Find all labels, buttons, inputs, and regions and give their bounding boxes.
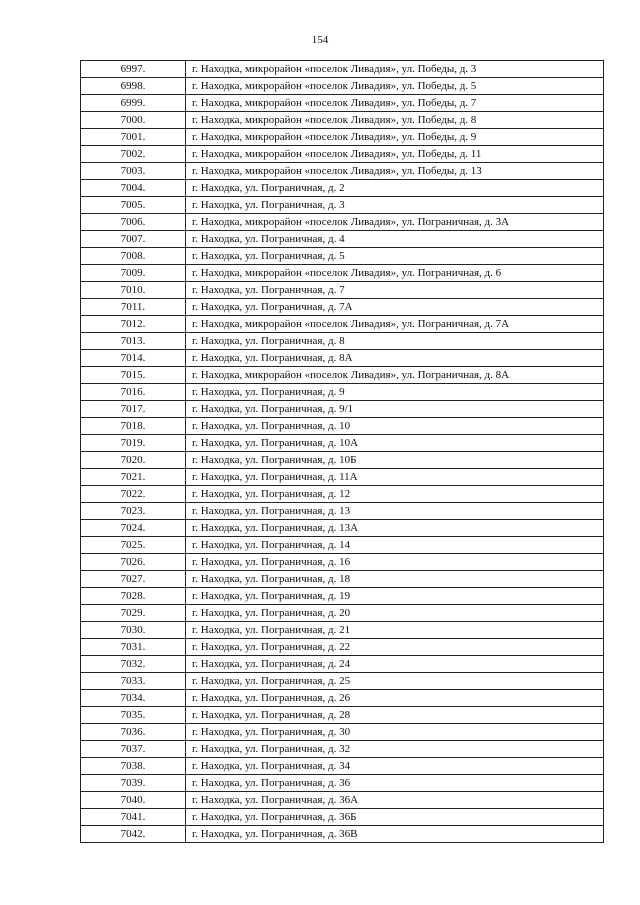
row-address: г. Находка, ул. Пограничная, д. 3 (186, 197, 604, 214)
row-address: г. Находка, ул. Пограничная, д. 18 (186, 571, 604, 588)
table-row (81, 537, 604, 554)
row-address: г. Находка, ул. Пограничная, д. 7А (186, 299, 604, 316)
row-number: 7016. (81, 384, 186, 401)
row-address: г. Находка, ул. Пограничная, д. 36В (186, 826, 604, 843)
table-row (81, 724, 604, 741)
row-number: 7038. (81, 758, 186, 775)
row-number: 7042. (81, 826, 186, 843)
table-row (81, 112, 604, 129)
table-row (81, 146, 604, 163)
row-address: г. Находка, ул. Пограничная, д. 10Б (186, 452, 604, 469)
row-number: 7010. (81, 282, 186, 299)
table-row (81, 316, 604, 333)
row-number: 7013. (81, 333, 186, 350)
row-address: г. Находка, микрорайон «поселок Ливадия», ул. Пограничная, д. 3А (186, 214, 604, 231)
row-address: г. Находка, ул. Пограничная, д. 9/1 (186, 401, 604, 418)
row-number: 7017. (81, 401, 186, 418)
table-row (81, 775, 604, 792)
table-row (81, 299, 604, 316)
table-row (81, 554, 604, 571)
row-number: 7012. (81, 316, 186, 333)
table-row (81, 792, 604, 809)
table-row (81, 826, 604, 843)
row-number: 7025. (81, 537, 186, 554)
page-number: 154 (311, 34, 329, 46)
table-row (81, 435, 604, 452)
row-address: г. Находка, ул. Пограничная, д. 30 (186, 724, 604, 741)
row-address: г. Находка, микрорайон «поселок Ливадия», ул. Победы, д. 9 (186, 129, 604, 146)
row-address: г. Находка, ул. Пограничная, д. 26 (186, 690, 604, 707)
row-number: 7036. (81, 724, 186, 741)
table-row (81, 265, 604, 282)
table-row (81, 656, 604, 673)
row-address: г. Находка, ул. Пограничная, д. 8А (186, 350, 604, 367)
row-number: 6997. (81, 61, 186, 78)
table-row (81, 367, 604, 384)
row-number: 7037. (81, 741, 186, 758)
table-row (81, 384, 604, 401)
row-number: 7000. (81, 112, 186, 129)
row-number: 7035. (81, 707, 186, 724)
row-number: 7021. (81, 469, 186, 486)
row-number: 7007. (81, 231, 186, 248)
row-number: 7039. (81, 775, 186, 792)
table-row (81, 401, 604, 418)
row-address: г. Находка, ул. Пограничная, д. 21 (186, 622, 604, 639)
table-row (81, 588, 604, 605)
row-number: 7005. (81, 197, 186, 214)
table-row (81, 469, 604, 486)
table-row (81, 333, 604, 350)
row-address: г. Находка, ул. Пограничная, д. 36 (186, 775, 604, 792)
row-address: г. Находка, ул. Пограничная, д. 19 (186, 588, 604, 605)
table-row (81, 180, 604, 197)
row-address: г. Находка, ул. Пограничная, д. 11А (186, 469, 604, 486)
row-address: г. Находка, ул. Пограничная, д. 10А (186, 435, 604, 452)
row-number: 7001. (81, 129, 186, 146)
row-number: 6999. (81, 95, 186, 112)
row-address: г. Находка, микрорайон «поселок Ливадия», ул. Пограничная, д. 6 (186, 265, 604, 282)
row-address: г. Находка, ул. Пограничная, д. 8 (186, 333, 604, 350)
row-address: г. Находка, ул. Пограничная, д. 20 (186, 605, 604, 622)
row-address: г. Находка, ул. Пограничная, д. 4 (186, 231, 604, 248)
row-address: г. Находка, микрорайон «поселок Ливадия», ул. Победы, д. 5 (186, 78, 604, 95)
table-row (81, 605, 604, 622)
row-number: 6998. (81, 78, 186, 95)
row-number: 7003. (81, 163, 186, 180)
table-row (81, 486, 604, 503)
table-row (81, 282, 604, 299)
row-address: г. Находка, микрорайон «поселок Ливадия», ул. Пограничная, д. 8А (186, 367, 604, 384)
row-address: г. Находка, ул. Пограничная, д. 24 (186, 656, 604, 673)
table-row (81, 78, 604, 95)
table-row (81, 129, 604, 146)
row-number: 7009. (81, 265, 186, 282)
table-row (81, 639, 604, 656)
row-address: г. Находка, микрорайон «поселок Ливадия», ул. Победы, д. 8 (186, 112, 604, 129)
row-address: г. Находка, микрорайон «поселок Ливадия», ул. Победы, д. 13 (186, 163, 604, 180)
row-number: 7040. (81, 792, 186, 809)
row-number: 7014. (81, 350, 186, 367)
row-number: 7041. (81, 809, 186, 826)
table-row (81, 622, 604, 639)
row-number: 7033. (81, 673, 186, 690)
address-table-body (81, 61, 604, 843)
row-number: 7015. (81, 367, 186, 384)
row-number: 7018. (81, 418, 186, 435)
table-row (81, 418, 604, 435)
row-number: 7019. (81, 435, 186, 452)
table-row (81, 61, 604, 78)
row-address: г. Находка, ул. Пограничная, д. 25 (186, 673, 604, 690)
row-address: г. Находка, ул. Пограничная, д. 32 (186, 741, 604, 758)
table-row (81, 673, 604, 690)
row-number: 7004. (81, 180, 186, 197)
row-number: 7011. (81, 299, 186, 316)
table-row (81, 809, 604, 826)
row-number: 7034. (81, 690, 186, 707)
row-address: г. Находка, ул. Пограничная, д. 5 (186, 248, 604, 265)
table-row (81, 452, 604, 469)
table-row (81, 248, 604, 265)
table-row (81, 741, 604, 758)
table-row (81, 95, 604, 112)
row-address: г. Находка, ул. Пограничная, д. 36Б (186, 809, 604, 826)
row-address: г. Находка, ул. Пограничная, д. 28 (186, 707, 604, 724)
row-number: 7028. (81, 588, 186, 605)
row-address: г. Находка, ул. Пограничная, д. 16 (186, 554, 604, 571)
row-number: 7006. (81, 214, 186, 231)
row-address: г. Находка, ул. Пограничная, д. 13А (186, 520, 604, 537)
row-address: г. Находка, микрорайон «поселок Ливадия», ул. Победы, д. 3 (186, 61, 604, 78)
row-number: 7032. (81, 656, 186, 673)
table-row (81, 163, 604, 180)
row-address: г. Находка, ул. Пограничная, д. 36А (186, 792, 604, 809)
row-number: 7022. (81, 486, 186, 503)
table-row (81, 503, 604, 520)
row-number: 7030. (81, 622, 186, 639)
row-address: г. Находка, ул. Пограничная, д. 2 (186, 180, 604, 197)
row-address: г. Находка, ул. Пограничная, д. 7 (186, 282, 604, 299)
row-address: г. Находка, ул. Пограничная, д. 34 (186, 758, 604, 775)
row-number: 7024. (81, 520, 186, 537)
table-row (81, 690, 604, 707)
row-number: 7023. (81, 503, 186, 520)
row-address: г. Находка, микрорайон «поселок Ливадия», ул. Пограничная, д. 7А (186, 316, 604, 333)
row-address: г. Находка, ул. Пограничная, д. 14 (186, 537, 604, 554)
row-number: 7031. (81, 639, 186, 656)
row-number: 7027. (81, 571, 186, 588)
row-address: г. Находка, ул. Пограничная, д. 9 (186, 384, 604, 401)
row-address: г. Находка, ул. Пограничная, д. 22 (186, 639, 604, 656)
row-address: г. Находка, ул. Пограничная, д. 10 (186, 418, 604, 435)
row-number: 7008. (81, 248, 186, 265)
table-row (81, 707, 604, 724)
row-address: г. Находка, микрорайон «поселок Ливадия», ул. Победы, д. 11 (186, 146, 604, 163)
table-row (81, 520, 604, 537)
row-number: 7026. (81, 554, 186, 571)
address-table (80, 60, 604, 843)
table-row (81, 197, 604, 214)
table-row (81, 350, 604, 367)
table-row (81, 214, 604, 231)
row-number: 7029. (81, 605, 186, 622)
row-address: г. Находка, ул. Пограничная, д. 13 (186, 503, 604, 520)
table-row (81, 231, 604, 248)
row-address: г. Находка, ул. Пограничная, д. 12 (186, 486, 604, 503)
table-row (81, 571, 604, 588)
row-address: г. Находка, микрорайон «поселок Ливадия», ул. Победы, д. 7 (186, 95, 604, 112)
row-number: 7002. (81, 146, 186, 163)
row-number: 7020. (81, 452, 186, 469)
table-row (81, 758, 604, 775)
